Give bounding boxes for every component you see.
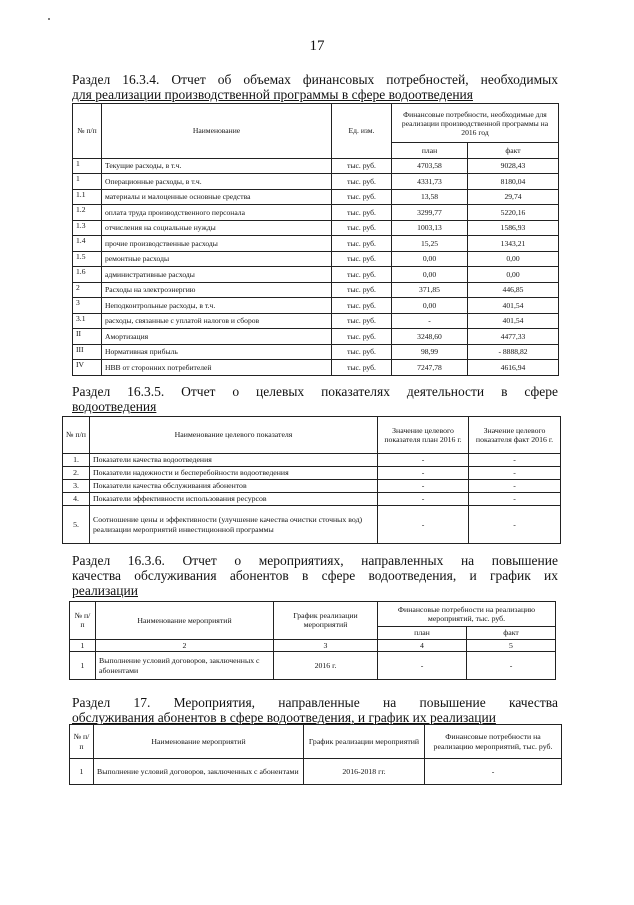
row-num: 2 <box>73 282 102 298</box>
row-fact: - <box>469 454 561 467</box>
row-num: 1.3 <box>73 220 102 236</box>
row-num: 1. <box>63 454 90 467</box>
row-num: 2. <box>63 467 90 480</box>
table-row <box>73 174 559 190</box>
row-name: расходы, связанные с уплатой налогов и сборов <box>102 313 332 329</box>
measures-plan-table <box>69 724 562 785</box>
header-name: Наименование <box>102 104 332 159</box>
row-num: 5. <box>63 506 90 544</box>
row-fact: 8180,04 <box>468 174 559 190</box>
heading-line: Раздел 17. Мероприятия, направленные на повышение качества <box>72 695 558 710</box>
row-plan: - <box>378 493 469 506</box>
row-plan: 371,85 <box>392 282 468 298</box>
row-name: Текущие расходы, в т.ч. <box>102 158 332 174</box>
table-row <box>73 189 559 205</box>
row-unit: тыс. руб. <box>332 158 392 174</box>
row-fact: 4477,33 <box>468 329 559 345</box>
row-num: 1.4 <box>73 236 102 252</box>
row-plan: - <box>378 652 467 680</box>
row-plan: 3248,60 <box>392 329 468 345</box>
table-row <box>73 251 559 267</box>
section-16-3-4-heading <box>72 72 558 102</box>
table-row <box>63 467 561 480</box>
table-row <box>73 298 559 314</box>
page-number: 17 <box>309 38 325 54</box>
table-row <box>63 493 561 506</box>
row-fact: 446,85 <box>468 282 559 298</box>
row-name: Нормативная прибыль <box>102 344 332 360</box>
row-plan: 0,00 <box>392 267 468 283</box>
heading-line: Раздел 16.3.5. Отчет о целевых показателях деятельности в сфере <box>72 384 558 399</box>
row-name: Амортизация <box>102 329 332 345</box>
row-unit: тыс. руб. <box>332 282 392 298</box>
header-fact: факт <box>468 143 559 159</box>
row-unit: тыс. руб. <box>332 344 392 360</box>
row-fact: 401,54 <box>468 313 559 329</box>
row-fact: 29,74 <box>468 189 559 205</box>
target-indicators-table <box>62 416 561 544</box>
header-name: Наименование мероприятий <box>96 602 274 640</box>
row-num: 3 <box>73 298 102 314</box>
heading-line: водоотведения <box>72 399 157 414</box>
row-plan: - <box>378 480 469 493</box>
row-unit: тыс. руб. <box>332 174 392 190</box>
row-name: Расходы на электроэнергию <box>102 282 332 298</box>
table-row <box>73 158 559 174</box>
row-name: Показатели надежности и бесперебойности водоотведения <box>90 467 378 480</box>
row-unit: тыс. руб. <box>332 236 392 252</box>
section-16-3-6-heading <box>72 553 558 598</box>
row-unit: тыс. руб. <box>332 189 392 205</box>
header-num: № п/п <box>70 725 94 759</box>
row-plan: 0,00 <box>392 251 468 267</box>
scan-mark <box>48 18 50 20</box>
table-row <box>73 236 559 252</box>
row-schedule: 2016-2018 гг. <box>304 759 425 785</box>
row-fact: 9028,43 <box>468 158 559 174</box>
table-row <box>73 267 559 283</box>
row-unit: тыс. руб. <box>332 220 392 236</box>
table-row <box>73 282 559 298</box>
row-num: 1.1 <box>73 189 102 205</box>
row-fact: - <box>469 480 561 493</box>
section-16-3-5-heading <box>72 384 558 414</box>
row-num: III <box>73 344 102 360</box>
row-unit: тыс. руб. <box>332 298 392 314</box>
row-name: Показатели эффективности использования ресурсов <box>90 493 378 506</box>
header-fact: факт <box>467 627 556 640</box>
row-fact: 1586,93 <box>468 220 559 236</box>
row-fact: 1343,21 <box>468 236 559 252</box>
row-fact: - <box>469 467 561 480</box>
row-name: материалы и малоценные основные средства <box>102 189 332 205</box>
measures-report-table <box>69 601 556 680</box>
row-plan: - <box>378 454 469 467</box>
header-financial-needs: Финансовые потребности, необходимые для реализации производственной программы на 2016 год <box>392 104 559 143</box>
header-plan: план <box>392 143 468 159</box>
table-row <box>63 454 561 467</box>
row-unit: тыс. руб. <box>332 329 392 345</box>
table-row <box>73 205 559 221</box>
header-num: № п/п <box>70 602 96 640</box>
header-plan: Значение целевого показателя план 2016 г. <box>378 417 469 454</box>
row-name: Показатели качества водоотведения <box>90 454 378 467</box>
heading-line: качества обслуживания абонентов в сфере водоотведения, и график их <box>72 568 558 583</box>
row-num: 1 <box>70 652 96 680</box>
header-unit: Ед. изм. <box>332 104 392 159</box>
table-row <box>73 360 559 376</box>
heading-line: обслуживания абонентов в сфере водоотведения, и график их реализации <box>72 710 496 725</box>
row-fact: - <box>469 493 561 506</box>
row-plan: 7247,78 <box>392 360 468 376</box>
row-name: Выполнение условий договоров, заключенных с абонентами <box>96 652 274 680</box>
row-schedule: 2016 г. <box>274 652 378 680</box>
row-plan: 1003,13 <box>392 220 468 236</box>
row-plan: 13,58 <box>392 189 468 205</box>
header-num: № п/п <box>63 417 90 454</box>
row-fact: - <box>467 652 556 680</box>
header-num: № п/п <box>73 104 102 159</box>
row-plan: 4703,58 <box>392 158 468 174</box>
row-plan: 98,99 <box>392 344 468 360</box>
table-row <box>73 220 559 236</box>
row-num: II <box>73 329 102 345</box>
header-name: Наименование мероприятий <box>94 725 304 759</box>
row-plan: 4331,73 <box>392 174 468 190</box>
row-num: 1 <box>70 759 94 785</box>
header-schedule: График реализации мероприятий <box>304 725 425 759</box>
table-row <box>63 506 561 544</box>
table-row <box>73 329 559 345</box>
row-fact: 0,00 <box>468 267 559 283</box>
row-num: 3.1 <box>73 313 102 329</box>
row-name: прочие производственные расходы <box>102 236 332 252</box>
row-name: Операционные расходы, в т.ч. <box>102 174 332 190</box>
table-row <box>73 313 559 329</box>
row-name: оплата труда производственного персонала <box>102 205 332 221</box>
row-num: 1 <box>73 158 102 174</box>
row-name: административные расходы <box>102 267 332 283</box>
row-num: 1.2 <box>73 205 102 221</box>
row-name: НВВ от сторонних потребителей <box>102 360 332 376</box>
table-row <box>63 480 561 493</box>
row-financial-needs: - <box>425 759 562 785</box>
row-unit: тыс. руб. <box>332 251 392 267</box>
heading-line: реализации <box>72 583 138 598</box>
row-num: 1.6 <box>73 267 102 283</box>
row-fact: - 8888,82 <box>468 344 559 360</box>
row-plan: - <box>392 313 468 329</box>
index-cell: 2 <box>96 639 274 652</box>
row-num: 4. <box>63 493 90 506</box>
table-row <box>73 344 559 360</box>
row-num: IV <box>73 360 102 376</box>
header-name: Наименование целевого показателя <box>90 417 378 454</box>
heading-line: Раздел 16.3.6. Отчет о мероприятиях, направленных на повышение <box>72 553 558 568</box>
row-fact: 0,00 <box>468 251 559 267</box>
section-17-heading <box>72 695 558 725</box>
financial-needs-table <box>72 103 559 376</box>
row-plan: - <box>378 506 469 544</box>
row-plan: - <box>378 467 469 480</box>
row-num: 1.5 <box>73 251 102 267</box>
row-name: Соотношение цены и эффективности (улучшение качества очистки сточных вод) реализации мероприятий инвестиционной программы <box>90 506 378 544</box>
row-unit: тыс. руб. <box>332 313 392 329</box>
row-name: Неподконтрольные расходы, в т.ч. <box>102 298 332 314</box>
header-financial-needs: Финансовые потребности на реализацию мероприятий, тыс. руб. <box>425 725 562 759</box>
row-fact: 5220,16 <box>468 205 559 221</box>
index-cell: 4 <box>378 639 467 652</box>
row-plan: 3299,77 <box>392 205 468 221</box>
row-unit: тыс. руб. <box>332 360 392 376</box>
row-fact: 401,54 <box>468 298 559 314</box>
row-name: отчисления на социальные нужды <box>102 220 332 236</box>
row-plan: 0,00 <box>392 298 468 314</box>
header-financial-needs: Финансовые потребности на реализацию мероприятий, тыс. руб. <box>378 602 556 627</box>
heading-line: Раздел 16.3.4. Отчет об объемах финансовых потребностей, необходимых <box>72 72 558 87</box>
row-num: 1 <box>73 174 102 190</box>
row-fact: 4616,94 <box>468 360 559 376</box>
row-name: Показатели качества обслуживания абонентов <box>90 480 378 493</box>
row-name: Выполнение условий договоров, заключенных с абонентами <box>94 759 304 785</box>
heading-line: для реализации производственной программы в сфере водоотведения <box>72 87 473 102</box>
row-fact: - <box>469 506 561 544</box>
row-unit: тыс. руб. <box>332 267 392 283</box>
row-unit: тыс. руб. <box>332 205 392 221</box>
header-schedule: График реализации мероприятий <box>274 602 378 640</box>
row-plan: 15,25 <box>392 236 468 252</box>
row-num: 3. <box>63 480 90 493</box>
index-cell: 1 <box>70 639 96 652</box>
header-plan: план <box>378 627 467 640</box>
index-cell: 5 <box>467 639 556 652</box>
row-name: ремонтные расходы <box>102 251 332 267</box>
index-cell: 3 <box>274 639 378 652</box>
header-fact: Значение целевого показателя факт 2016 г. <box>469 417 561 454</box>
